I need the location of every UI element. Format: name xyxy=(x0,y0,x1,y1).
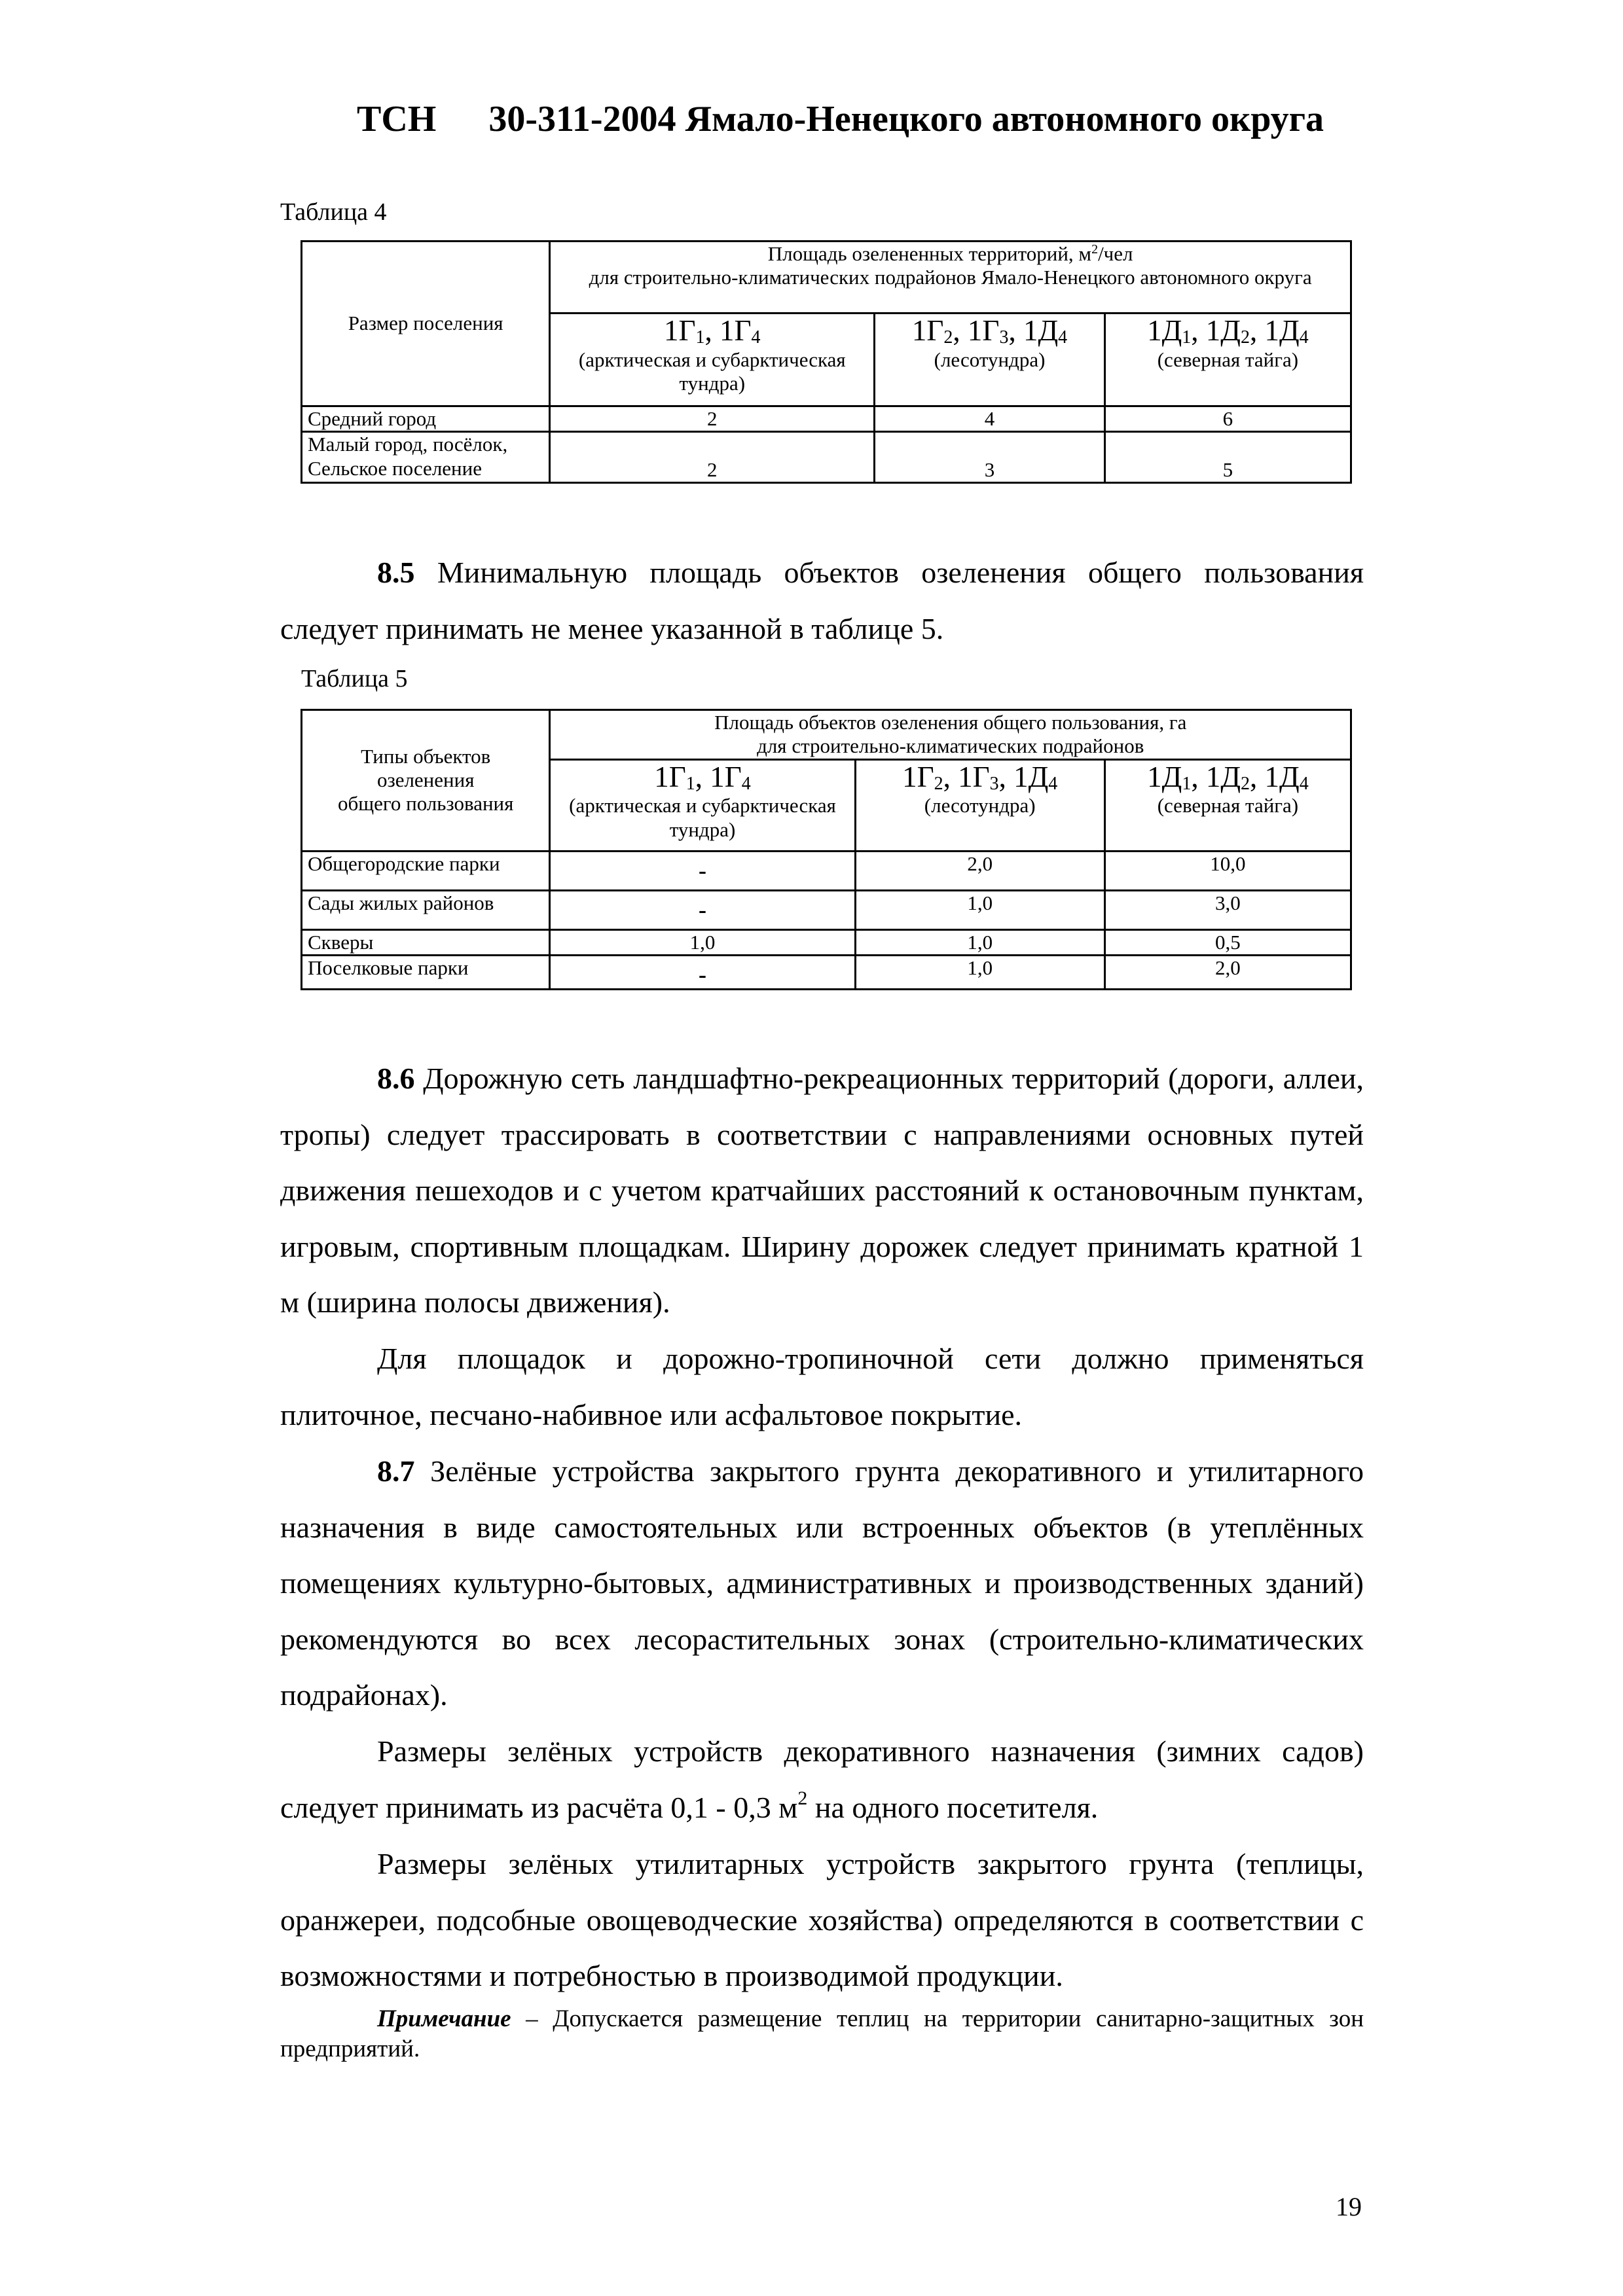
table5-col-2: $1Г_2$, $1Г_3$, $1Д_4$ (лесотундра) xyxy=(855,759,1104,851)
table5-row-header: Типы объектов озеленения общего пользования xyxy=(302,710,550,852)
table-row: Скверы 1,0 1,0 0,5 xyxy=(302,929,1351,955)
table5-col-3: $1Д_1$, $1Д_2$, $1Д_4$ (северная тайга) xyxy=(1104,759,1351,851)
paragraph-8-6: 8.6 Дорожную сеть ландшафтно-рекреационных территорий (дороги, аллеи, тропы) следует трассировать в соответствии с направлениями основных путей движения пешеходов и с учетом кратчайших расстояний к остановочным пунктам, игровым, спортивным площадкам. Ширину дорожек следует принимать кратной 1 м (ширина полосы движения). xyxy=(280,1062,1364,1319)
page-number: 19 xyxy=(1336,2192,1362,2221)
paragraph-8-5: 8.5 Минимальную площадь объектов озеленения общего пользования следует принимать не менее указанной в таблице 5. xyxy=(280,556,1364,645)
paragraph-8-7: 8.7 Зелёные устройства закрытого грунта декоративного и утилитарного назначения в виде самостоятельных или встроенных объектов (в утеплённых помещениях культурно-бытовых, административных и производственных зданий) рекомендуются во всех лесорастительных зонах (строительно-климатических подрайонах). xyxy=(280,1454,1364,1712)
table-row: Малый город, посёлок, Сельское поселение 2 3 5 xyxy=(302,432,1351,483)
header-code: 30-311-2004 Ямало-Ненецкого автономного округа xyxy=(488,99,1324,139)
header-prefix: ТСН xyxy=(357,99,437,139)
table5-col-1: $1Г_1$, $1Г_4$ (арктическая и субарктическая тундра) xyxy=(550,759,855,851)
table5-group-header: Площадь объектов озеленения общего пользования, га для строительно-климатических подрайонов xyxy=(550,710,1351,760)
table4-caption: Таблица 4 xyxy=(280,198,387,226)
table-row: Поселковые парки - 1,0 2,0 xyxy=(302,955,1351,989)
table-row: Сады жилых районов - 1,0 3,0 xyxy=(302,890,1351,929)
paragraph-8-7-greenhouses: Размеры зелёных утилитарных устройств закрытого грунта (теплицы, оранжереи, подсобные овощеводческие хозяйства) определяются в соответствии с возможностями и потребностью в производимой продукции. xyxy=(280,1847,1364,1992)
table4-col-1: $1Г_1$, $1Г_4$ (арктическая и субарктическая тундра) xyxy=(550,314,875,406)
paragraph-8-6-coverage: Для площадок и дорожно-тропиночной сети должно применяться плиточное, песчано-набивное или асфальтовое покрытие. xyxy=(280,1342,1364,1431)
table-row: Средний город 2 4 6 xyxy=(302,406,1351,432)
table4 xyxy=(301,240,1352,484)
paragraph-8-7-winter-gardens: Размеры зелёных устройств декоративного назначения (зимних садов) следует принимать из расчёта 0,1 - 0,3 $м^2$ на одного посетителя. xyxy=(280,1734,1364,1824)
page-header xyxy=(357,98,1324,140)
table4-col-3: $1Д_1$, $1Д_2$, $1Д_4$ (северная тайга) xyxy=(1104,314,1351,406)
table4-group-header: Площадь озелененных территорий, $м^2$/чел для строительно-климатических подрайонов Ямало-Ненецкого автономного округа xyxy=(550,242,1351,314)
table4-col-2: $1Г_2$, $1Г_3$, $1Д_4$ (лесотундра) xyxy=(875,314,1104,406)
table5-caption: Таблица 5 xyxy=(301,665,408,692)
table5 xyxy=(301,709,1352,990)
table4-row-header: Размер поселения xyxy=(302,242,550,406)
table-row: Общегородские парки - 2,0 10,0 xyxy=(302,851,1351,890)
note: Примечание – Допускается размещение теплиц на территории санитарно-защитных зон предприятий. xyxy=(280,2005,1364,2062)
